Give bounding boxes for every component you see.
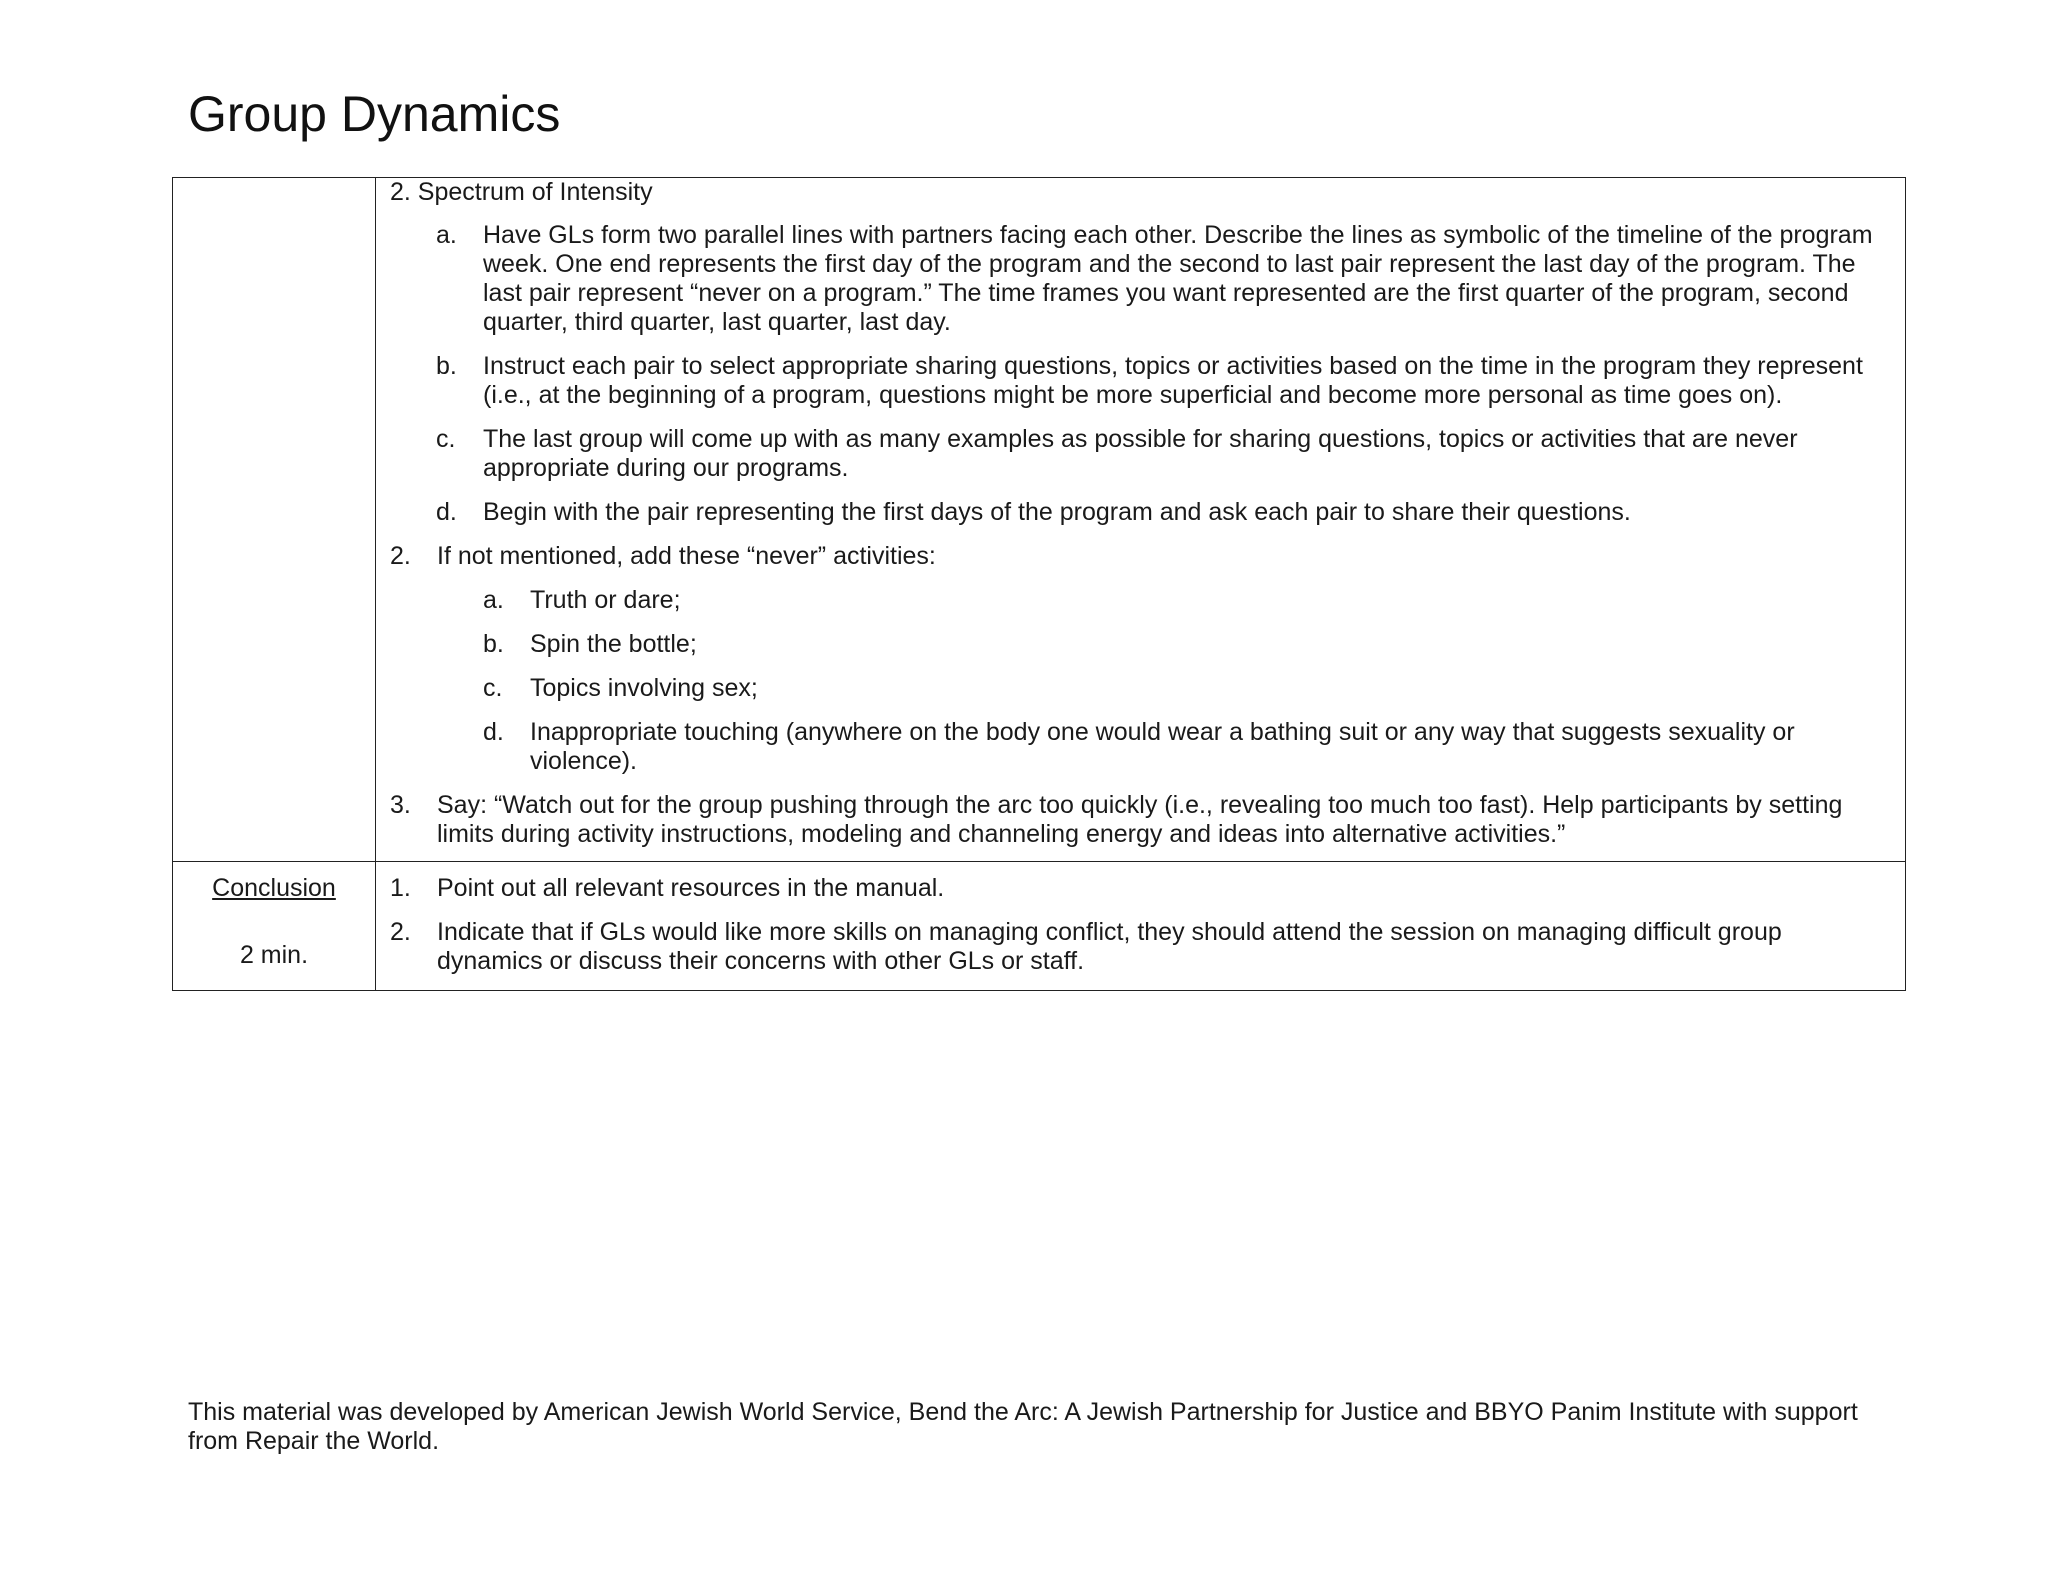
list-marker: 2.	[390, 918, 411, 946]
list-item-text: Indicate that if GLs would like more skills on managing conflict, they should attend the session on managing difficult group dynamics or discuss their concerns with other GLs or staff.	[437, 918, 1782, 975]
list-marker: a.	[436, 221, 457, 249]
list-marker: c.	[436, 425, 456, 453]
activity-content-cell	[376, 178, 1906, 862]
list-item-text: Truth or dare;	[530, 586, 681, 614]
conclusion-steps-list	[390, 874, 1891, 976]
list-item-text: The last group will come up with as many examples as possible for sharing questions, topics or activities that are never appropriate during our programs.	[483, 425, 1798, 482]
section-duration: 2 min.	[239, 941, 309, 969]
list-item	[390, 425, 1891, 483]
list-marker: 3.	[390, 791, 411, 819]
list-item-text: If not mentioned, add these “never” activities:	[437, 542, 936, 570]
list-item	[390, 874, 1891, 903]
list-item	[390, 498, 1891, 527]
never-activities-list	[390, 586, 1891, 776]
section-cell-empty	[173, 178, 376, 862]
activity-heading: 2. Spectrum of Intensity	[390, 178, 653, 206]
list-item	[390, 542, 1891, 776]
list-marker: d.	[483, 718, 504, 746]
list-item	[437, 718, 1891, 776]
list-marker: c.	[483, 674, 503, 702]
list-item	[437, 674, 1891, 703]
footer-credit: This material was developed by American Jewish World Service, Bend the Arc: A Jewish Partnership for Justice and BBYO Panim Institute with support from Repair the World.	[188, 1398, 1858, 1455]
table-row	[173, 178, 1906, 862]
list-marker: b.	[436, 352, 457, 380]
conclusion-content-cell	[376, 862, 1906, 991]
list-item	[390, 791, 1891, 849]
list-item-text: Point out all relevant resources in the manual.	[437, 874, 945, 902]
spectrum-steps-list	[390, 221, 1891, 527]
section-cell-conclusion	[173, 862, 376, 991]
list-item	[390, 221, 1891, 337]
list-item-text: Spin the bottle;	[530, 630, 697, 658]
list-item	[437, 630, 1891, 659]
list-item-text: Begin with the pair representing the first days of the program and ask each pair to share their questions.	[483, 498, 1631, 526]
list-marker: 2.	[390, 542, 411, 570]
list-marker: a.	[483, 586, 504, 614]
list-marker: b.	[483, 630, 504, 658]
table-row	[173, 862, 1906, 991]
list-marker: 1.	[390, 874, 411, 902]
list-item	[390, 352, 1891, 410]
page-title: Group Dynamics	[188, 86, 561, 142]
list-marker: d.	[436, 498, 457, 526]
list-item-text: Say: “Watch out for the group pushing through the arc too quickly (i.e., revealing too much too fast). Help participants by setting limits during activity instructions, modeling and channeling energy and ideas into alternative activities.”	[437, 791, 1843, 848]
list-item-text: Have GLs form two parallel lines with partners facing each other. Describe the lines as symbolic of the timeline of the program week. One end represents the first day of the program and the second to last pair represent the last day of the program. The last pair represent “never on a program.” The time frames you want represented are the first quarter of the program, second quarter, third quarter, last quarter, last day.	[483, 221, 1873, 336]
list-item	[437, 586, 1891, 615]
activity-steps-list	[390, 542, 1891, 849]
list-item-text: Topics involving sex;	[530, 674, 758, 702]
list-item	[390, 918, 1891, 976]
list-item-text: Inappropriate touching (anywhere on the body one would wear a bathing suit or any way that suggests sexuality or violence).	[530, 718, 1795, 775]
list-item-text: Instruct each pair to select appropriate sharing questions, topics or activities based on the time in the program they represent (i.e., at the beginning of a program, questions might be more superficial and become more personal as time goes on).	[483, 352, 1863, 409]
section-label: Conclusion	[212, 874, 336, 902]
lesson-table	[172, 177, 1906, 991]
